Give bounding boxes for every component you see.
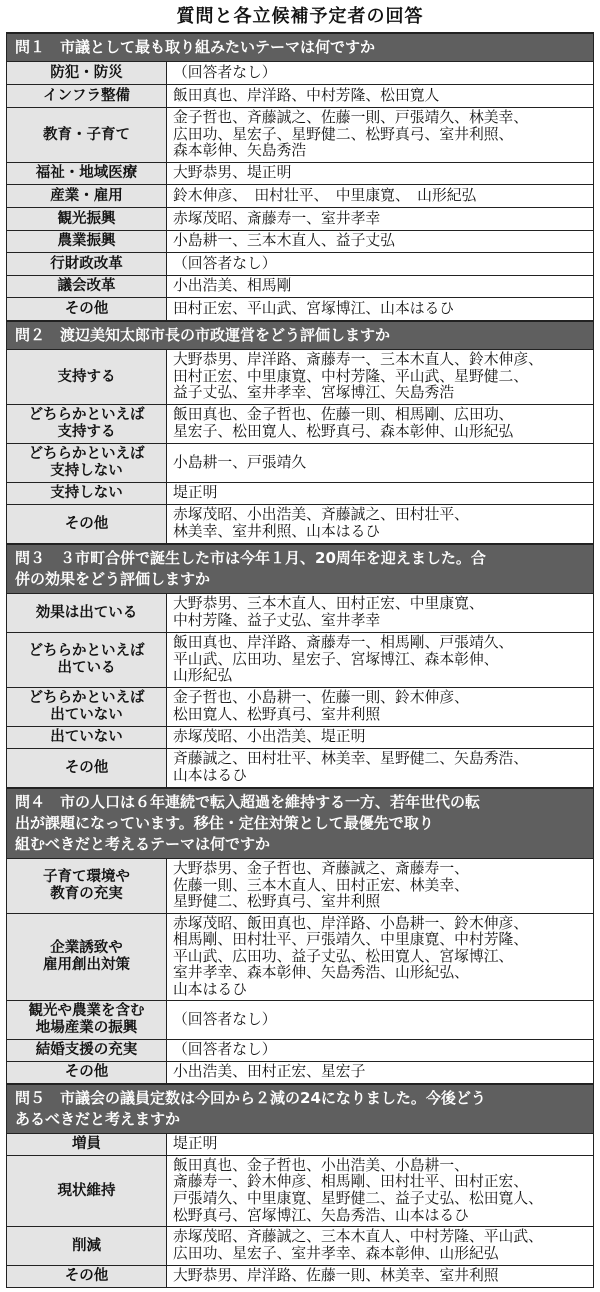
answer-option-label: 行財政改革 [7, 253, 167, 275]
candidate-names: 大野恭男、堤正明 [173, 164, 292, 182]
candidate-names: 大野恭男、三本木直人、田村正宏、中里康寛、 中村芳隆、益子丈弘、室井孝幸 [173, 595, 484, 629]
candidate-names: 赤塚茂昭、斎藤寿一、室井孝幸 [173, 209, 381, 227]
question-block [6, 788, 594, 1084]
answer-option-label: 産業・雇用 [7, 185, 167, 207]
answer-row [7, 230, 593, 252]
candidate-names: （回答者なし） [173, 254, 277, 272]
answer-option-label: 議会改革 [7, 276, 167, 297]
candidate-names: （回答者なし） [173, 1041, 277, 1059]
answer-option-label: その他 [7, 1062, 167, 1083]
question-heading: 問４ 市の人口は６年連続で転入超過を維持する一方、若年世代の転 出が課題になっています。移住・定住対策として最優先で取り 組むべきだと考えるテーマは何ですか [7, 788, 593, 858]
answer-option-label: 出ていない [7, 727, 167, 748]
candidate-names: （回答者なし） [173, 1010, 277, 1028]
question-heading: 問３ ３市町合併で誕生した市は今年１月、20周年を迎えました。合 併の効果をどう評価しますか [7, 544, 593, 593]
answer-option-label: その他 [7, 749, 167, 787]
candidate-names: 鈴木伸彦、 田村壮平、 中里康寛、 山形紀弘 [173, 186, 477, 204]
answer-row [7, 1061, 593, 1083]
answer-option-label: 観光や農業を含む 地場産業の振興 [7, 1001, 167, 1039]
answer-option-label: 支持する [7, 350, 167, 404]
candidate-names: 金子哲也、斉藤誠之、佐藤一則、戸張靖久、林美幸、 広田功、星宏子、星野健二、松野真弓、室井利照、 森本彰伸、矢島秀浩 [173, 109, 529, 160]
answer-option-label: どちらかといえば 支持する [7, 405, 167, 443]
candidate-names: 赤塚茂昭、斉藤誠之、三本木直人、中村芳隆、平山武、 広田功、星宏子、室井孝幸、森本彰伸、山形紀弘 [173, 1228, 543, 1262]
answer-row [7, 1133, 593, 1155]
answer-option-label: 削減 [7, 1227, 167, 1265]
answer-row [7, 913, 593, 1000]
answer-option-label: 結婚支援の充実 [7, 1040, 167, 1061]
answer-row [7, 107, 593, 162]
answer-row [7, 162, 593, 184]
answer-row [7, 593, 593, 632]
candidate-names: 大野恭男、金子哲也、斉藤誠之、斎藤寿一、 佐藤一則、三本木直人、田村正宏、林美幸、 星野健二、松野真弓、室井利照 [173, 860, 469, 911]
questions-table [6, 32, 594, 1288]
answer-option-label: 効果は出ている [7, 594, 167, 632]
candidate-names: 斉藤誠之、田村壮平、林美幸、星野健二、矢島秀浩、 山本はるひ [173, 750, 529, 784]
answer-option-label: 観光振興 [7, 208, 167, 230]
candidate-names: 大野恭男、岸洋路、佐藤一則、林美幸、室井利照 [173, 1267, 499, 1285]
answer-row [7, 84, 593, 107]
candidate-names: 飯田真也、岸洋路、中村芳隆、松田寛人 [173, 86, 440, 104]
answer-row [7, 252, 593, 275]
answer-option-label: 増員 [7, 1134, 167, 1155]
answer-option-label: 企業誘致や 雇用創出対策 [7, 914, 167, 1000]
answer-option-label: どちらかといえば 出ていない [7, 688, 167, 726]
answer-row [7, 184, 593, 207]
candidate-names: 赤塚茂昭、小出浩美、堤正明 [173, 728, 366, 746]
answer-option-label: その他 [7, 1266, 167, 1287]
answer-option-label: 支持しない [7, 483, 167, 504]
question-block [6, 1084, 594, 1288]
question-heading: 問２ 渡辺美知太郎市長の市政運営をどう評価しますか [7, 321, 593, 349]
candidate-names: 小出浩美、田村正宏、星宏子 [173, 1063, 366, 1081]
candidate-names: 田村正宏、平山武、宮塚博江、山本はるひ [173, 299, 455, 317]
answer-row [7, 1000, 593, 1039]
answer-option-label: 教育・子育て [7, 108, 167, 162]
answer-option-label: その他 [7, 298, 167, 320]
answer-row [7, 1265, 593, 1287]
answer-row [7, 687, 593, 726]
page-title: 質問と各立候補予定者の回答 [176, 6, 424, 27]
answer-option-label: インフラ整備 [7, 85, 167, 107]
question-block [6, 32, 594, 321]
answer-row [7, 482, 593, 504]
answer-row [7, 61, 593, 84]
candidate-names: 飯田真也、岸洋路、斎藤寿一、相馬剛、戸張靖久、 平山武、広田功、星宏子、宮塚博江、森本彰伸、 山形紀弘 [173, 634, 514, 685]
candidate-names: 金子哲也、小島耕一、佐藤一則、鈴木伸彦、 松田寛人、松野真弓、室井利照 [173, 689, 469, 723]
answer-row [7, 297, 593, 320]
answer-row [7, 275, 593, 297]
candidate-names: 小出浩美、相馬剛 [173, 277, 292, 295]
question-heading: 問５ 市議会の議員定数は今回から２減の24になりました。今後どう あるべきだと考えますか [7, 1084, 593, 1133]
answer-row [7, 207, 593, 230]
answer-row [7, 443, 593, 482]
answer-option-label: その他 [7, 505, 167, 543]
candidate-names: 飯田真也、金子哲也、小出浩美、小島耕一、 斎藤寿一、鈴木伸彦、相馬剛、田村壮平、田村正宏、 戸張靖久、中里康寛、星野健二、益子丈弘、松田寛人、 松野真弓、宮塚博江、矢島秀浩、山本はるひ [173, 1156, 543, 1224]
candidate-names: 大野恭男、岸洋路、斎藤寿一、三本木直人、鈴木伸彦、 田村正宏、中里康寛、中村芳隆、平山武、星野健二、 益子丈弘、室井孝幸、宮塚博江、矢島秀浩 [173, 351, 543, 402]
candidate-names: 赤塚茂昭、飯田真也、岸洋路、小島耕一、鈴木伸彦、 相馬剛、田村壮平、戸張靖久、中里康寛、中村芳隆、 平山武、広田功、益子丈弘、松田寛人、宮塚博江、 室井孝幸、森本彰伸、矢島秀浩、山形紀弘、 山本はるひ [173, 914, 529, 998]
candidate-names: （回答者なし） [173, 63, 277, 81]
answer-row [7, 504, 593, 543]
answer-row [7, 726, 593, 748]
answer-row [7, 1039, 593, 1061]
answer-option-label: 福祉・地域医療 [7, 163, 167, 184]
answer-option-label: 防犯・防災 [7, 62, 167, 84]
question-block [6, 544, 594, 788]
answer-row [7, 858, 593, 913]
answer-option-label: 子育て環境や 教育の充実 [7, 859, 167, 913]
answer-option-label: どちらかといえば 支持しない [7, 444, 167, 482]
answer-row [7, 1226, 593, 1265]
answer-option-label: 現状維持 [7, 1156, 167, 1226]
answer-option-label: 農業振興 [7, 231, 167, 252]
question-block [6, 321, 594, 544]
candidate-names: 赤塚茂昭、小出浩美、斉藤誠之、田村壮平、 林美幸、室井利照、山本はるひ [173, 506, 469, 540]
answer-option-label: どちらかといえば 出ている [7, 633, 167, 687]
candidate-names: 飯田真也、金子哲也、佐藤一則、相馬剛、広田功、 星宏子、松田寛人、松野真弓、森本彰伸、山形紀弘 [173, 406, 514, 440]
candidate-names: 小島耕一、三本木直人、益子丈弘 [173, 232, 395, 250]
answer-row [7, 1155, 593, 1226]
question-heading: 問１ 市議として最も取り組みたいテーマは何ですか [7, 33, 593, 61]
answer-row [7, 748, 593, 787]
candidate-names: 堤正明 [173, 484, 218, 502]
answer-row [7, 349, 593, 404]
answer-row [7, 404, 593, 443]
answer-row [7, 632, 593, 687]
candidate-names: 小島耕一、戸張靖久 [173, 453, 307, 471]
candidate-names: 堤正明 [173, 1135, 218, 1153]
